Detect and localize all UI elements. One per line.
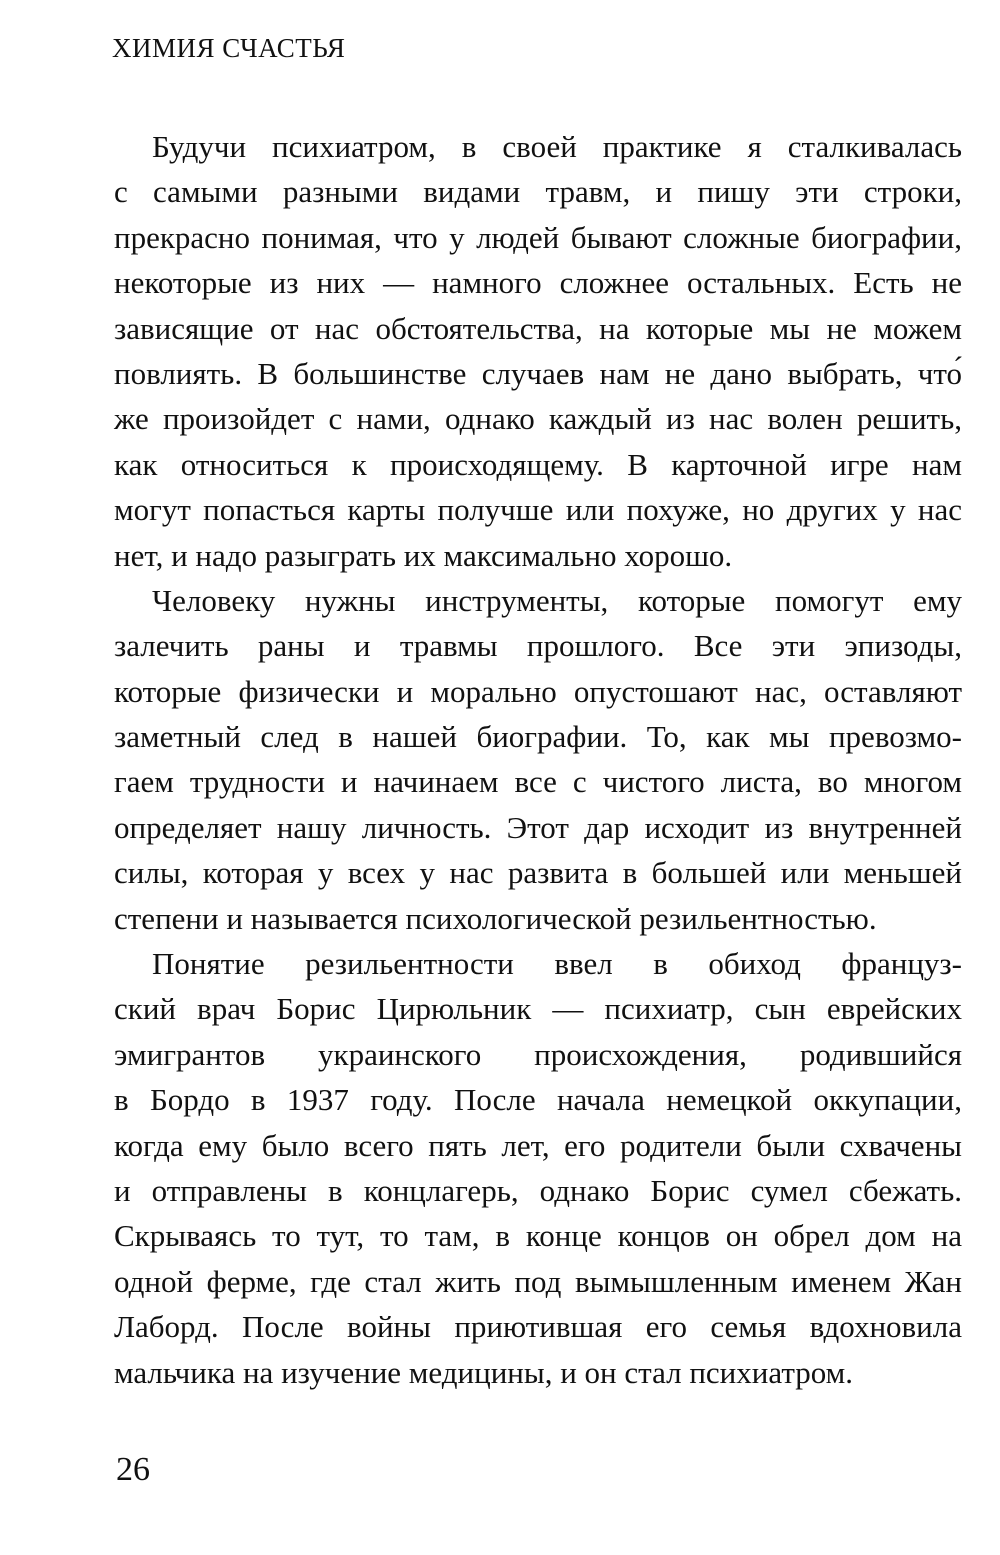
text-line: степени и называется психологической резильентностью. bbox=[114, 900, 877, 936]
text-line: силы, которая у всех у нас развита в большей или меньшей bbox=[114, 855, 962, 891]
text-line: могут попасться карты получше или похуже, но других у нас bbox=[114, 492, 962, 528]
text-line: заметный след в нашей биографии. То, как мы превозмо- bbox=[114, 719, 962, 755]
text-line: с самыми разными видами травм, и пишу эти строки, bbox=[114, 174, 962, 210]
text-line: которые физически и морально опустошают нас, оставляют bbox=[114, 673, 962, 709]
text-line: некоторые из них — намного сложнее остальных. Есть не bbox=[114, 265, 962, 301]
text-line: же произойдет с нами, однако каждый из нас волен решить, bbox=[114, 401, 962, 437]
text-line: залечить раны и травмы прошлого. Все эти эпизоды, bbox=[114, 628, 962, 664]
text-line: в Бордо в 1937 году. После начала немецкой оккупации, bbox=[114, 1082, 962, 1118]
text-line: Будучи психиатром, в своей практике я сталкивалась bbox=[152, 129, 962, 164]
text-line: и отправлены в концлагерь, однако Борис сумел сбежать. bbox=[114, 1172, 962, 1208]
text-line: одной ферме, где стал жить под вымышленным именем Жан bbox=[114, 1263, 962, 1299]
body-text bbox=[114, 124, 962, 1395]
text-line: мальчика на изучение медицины, и он стал психиатром. bbox=[114, 1354, 854, 1390]
page-number: 26 bbox=[116, 1451, 150, 1488]
text-line: когда ему было всего пять лет, его родители были схвачены bbox=[114, 1127, 962, 1163]
text-line: как относиться к происходящему. В карточной игре нам bbox=[114, 446, 962, 482]
text-line: Лаборд. После войны приютившая его семья вдохновила bbox=[114, 1309, 962, 1345]
text-line: Человеку нужны инструменты, которые помогут ему bbox=[152, 582, 962, 618]
text-line: ский врач Борис Цирюльник — психиатр, сын еврейских bbox=[114, 991, 962, 1027]
text-line: нет, и надо разыграть их максимально хорошо. bbox=[114, 537, 733, 573]
text-line: прекрасно понимая, что у людей бывают сложные биографии, bbox=[114, 219, 962, 255]
text-line: эмигрантов украинского происхождения, родившийся bbox=[114, 1036, 962, 1072]
text-line: Скрываясь то тут, то там, в конце концов он обрел дом на bbox=[114, 1218, 962, 1254]
text-line: Понятие резильентности ввел в обиход француз- bbox=[152, 946, 962, 982]
text-line: гаем трудности и начинаем все с чистого листа, во многом bbox=[114, 764, 962, 800]
running-head: ХИМИЯ СЧАСТЬЯ bbox=[112, 33, 346, 63]
text-line: повлиять. В большинстве случаев нам не дано выбрать, что́ bbox=[114, 355, 962, 391]
text-line: зависящие от нас обстоятельства, на которые мы не можем bbox=[114, 310, 962, 346]
text-line: определяет нашу личность. Этот дар исходит из внутренней bbox=[114, 809, 962, 845]
